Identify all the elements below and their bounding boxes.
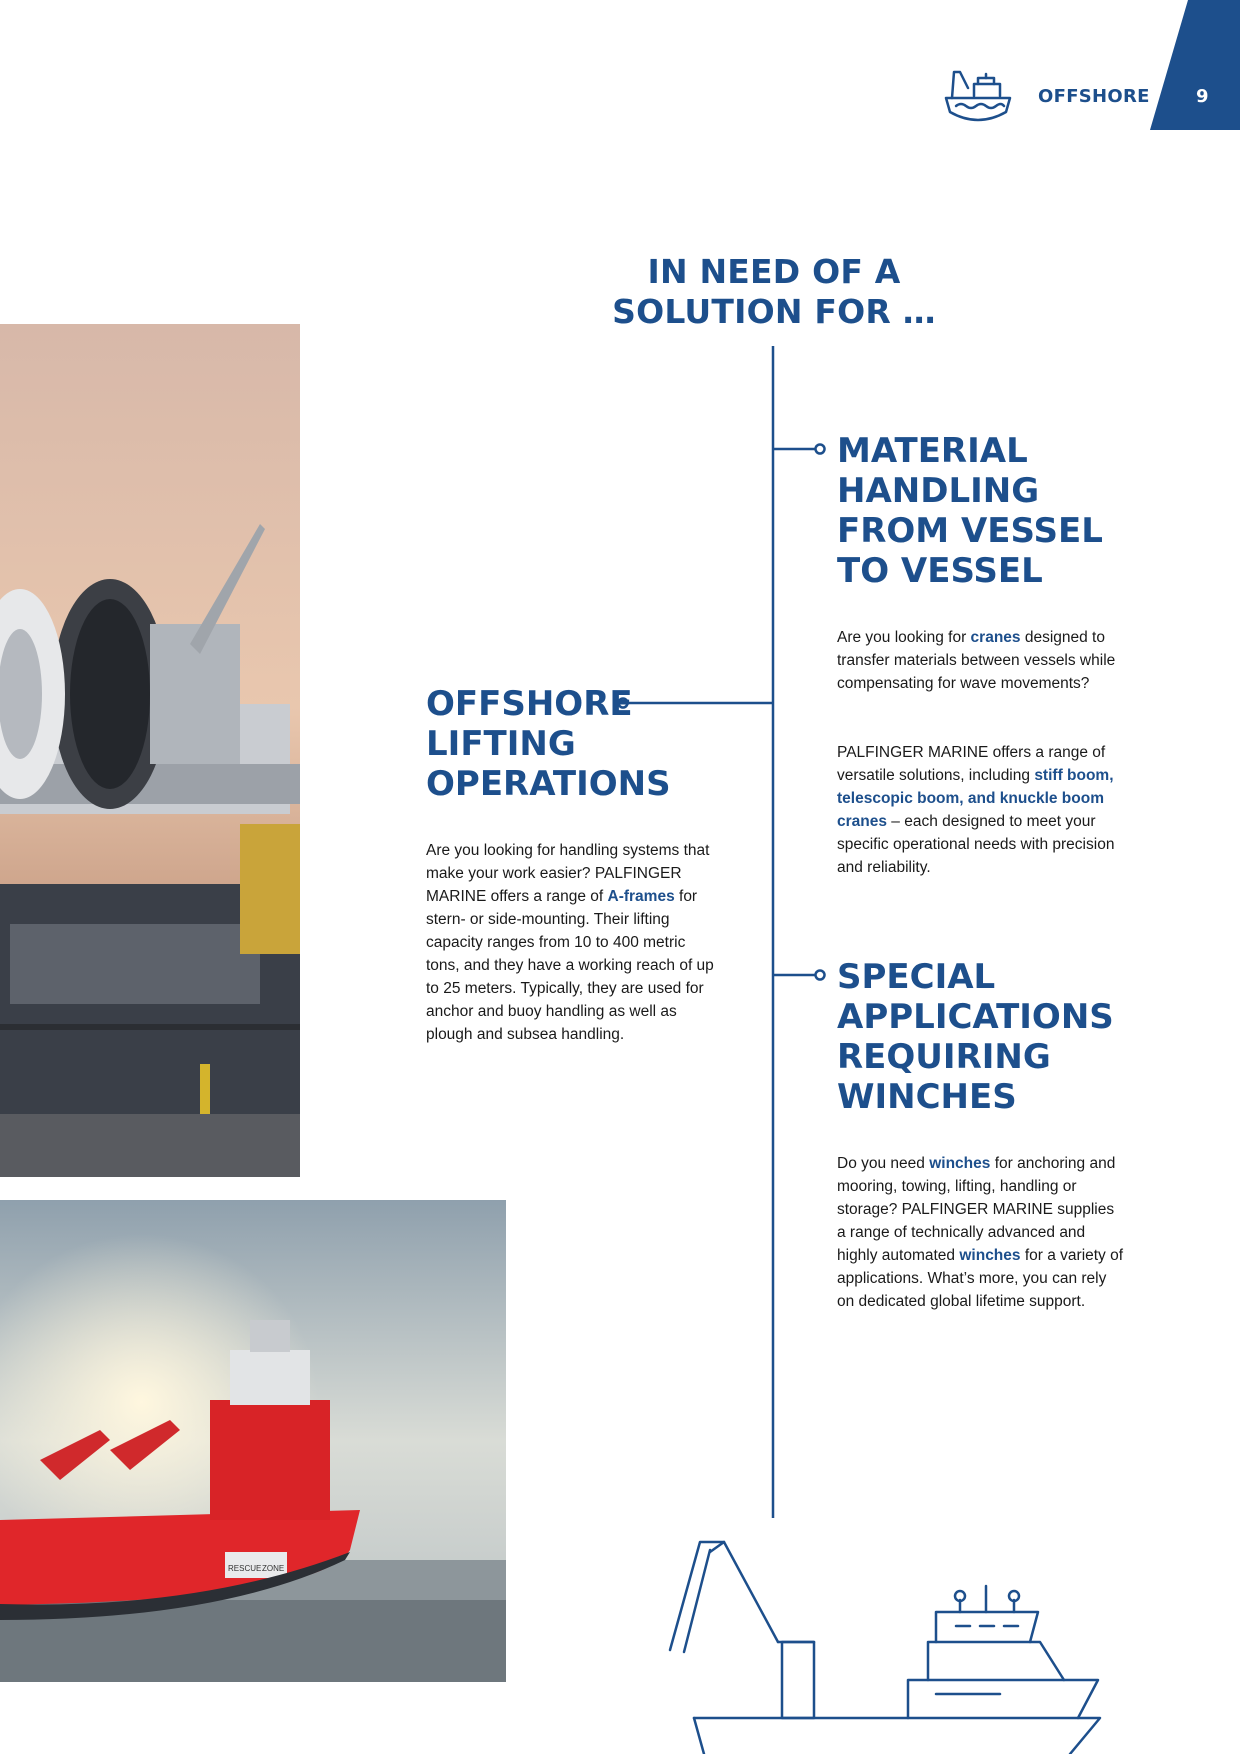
lifting-description: Are you looking for handling systems that make your work easier? PALFINGER MARINE offers a range of A-frames for stern- or side-mounting. Their lifting capacity ranges from 10 to 400 metric tons, and they have a working reach of up to 25 meters. Typically, they are used for anchor and buoy handling as well as plough and subsea handling. [426,842,714,1043]
a-frames-highlight: A-frames [607,888,675,905]
vessel-sign-left: RESCUE [228,1564,262,1573]
material-handling-title [837,431,1103,591]
material-title-line-3: FROM VESSEL [837,511,1103,551]
material-title-line-1: MATERIAL [837,431,1028,471]
material-description-1: Are you looking for cranes designed to transfer materials between vessels while compensating for wave movements? [837,629,1116,692]
headline-line-2: SOLUTION FOR … [612,292,936,331]
winches-description: Do you need winches for anchoring and mooring, towing, lifting, handling or storage? PALFINGER MARINE supplies a range of technically advanced and highly automated winches for a variety of applications. What’s more, you can rely on dedicated global lifetime support. [837,1155,1124,1310]
section-label: OFFSHORE [1038,86,1150,107]
lifting-title-line-1: OFFSHORE [426,684,633,724]
lifting-title-line-2: LIFTING [426,724,576,764]
lifting-title-line-3: OPERATIONS [426,764,671,804]
material-title-line-2: HANDLING [837,471,1040,511]
cranes-highlight: cranes [970,629,1021,646]
vessel-sign-right: ZONE [262,1564,285,1573]
crane-vessel-illustration [660,1530,1120,1754]
winches-highlight-2: winches [959,1247,1021,1264]
material-description-2: PALFINGER MARINE offers a range of versatile solutions, including stiff boom, telescopic boom, and knuckle boom cranes – each designed to meet your specific operational needs with precision and reliability. [837,744,1115,876]
lifting-title [426,684,671,804]
winches-title-line-1: SPECIAL [837,957,996,997]
winches-title-line-2: APPLICATIONS [837,997,1114,1037]
winches-title-line-4: WINCHES [837,1077,1017,1117]
page-number: 9 [1196,86,1209,107]
crane-types-highlight: stiff boom, telescopic boom, and knuckle boom cranes [837,767,1114,830]
winches-title-line-3: REQUIRING [837,1037,1051,1077]
winches-highlight-1: winches [929,1155,991,1172]
headline-line-1: IN NEED OF A [647,252,901,291]
winches-title [837,957,1114,1117]
red-vessel-photo [0,1200,506,1682]
winch-machinery-photo [0,324,300,1177]
material-title-line-4: TO VESSEL [837,551,1043,591]
